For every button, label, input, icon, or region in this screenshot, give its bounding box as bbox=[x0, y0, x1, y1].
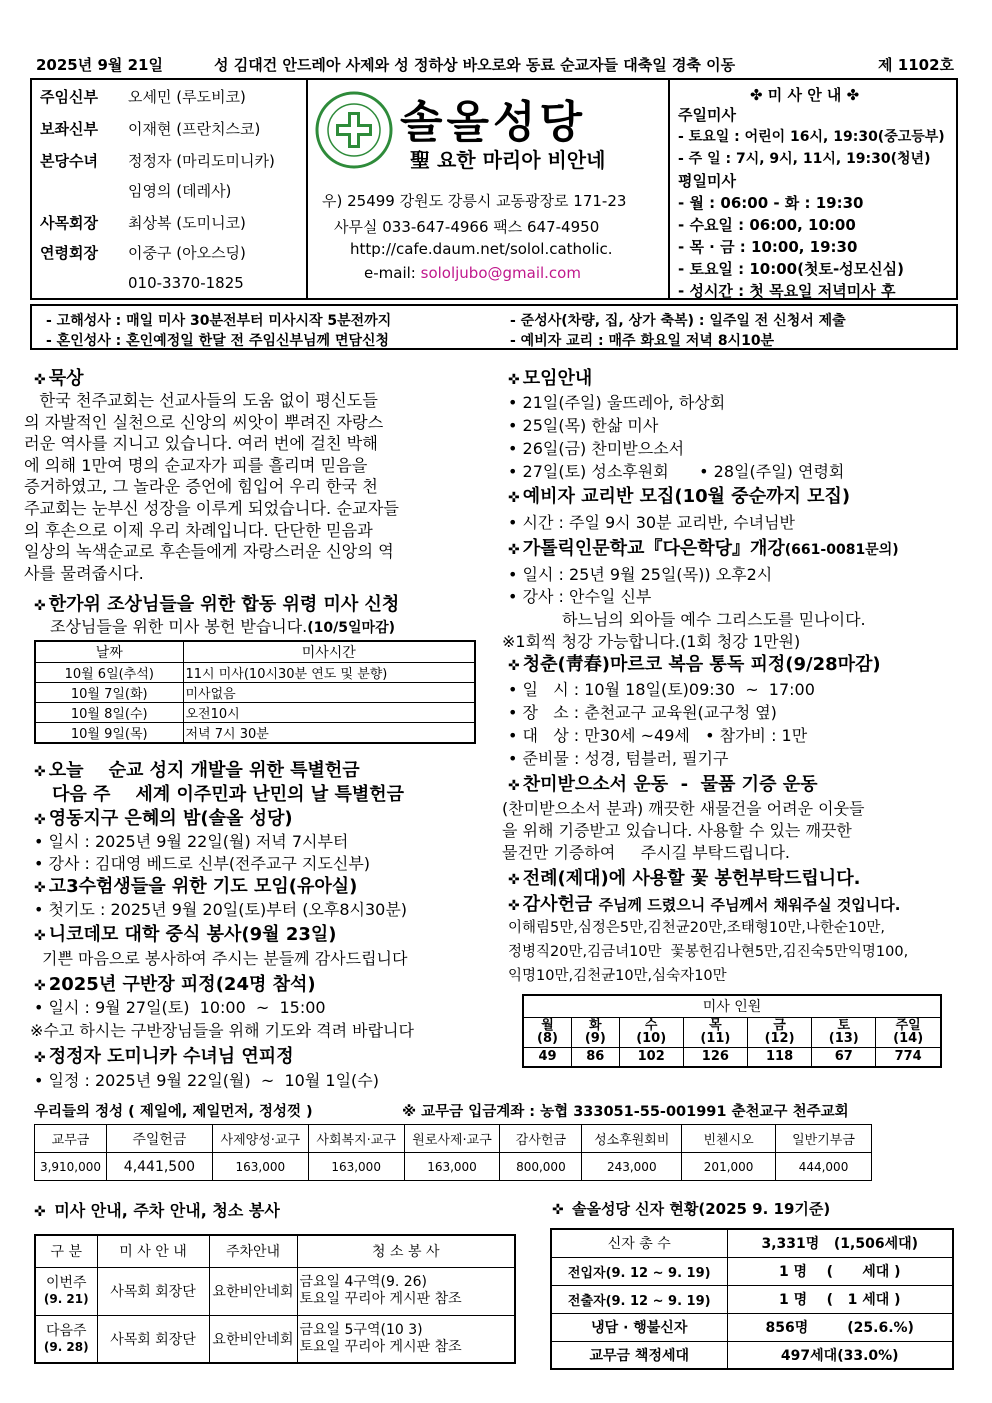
youth-retreat-target: • 대 상 : 만30세 ~49세 • 참가비 : 1만 bbox=[508, 726, 808, 745]
diamond-icon: ✜ bbox=[34, 880, 46, 896]
sunday-mass-title: 주일미사 bbox=[678, 106, 736, 124]
staff-row: 본당수녀 정정자 (마리도미니카) bbox=[40, 152, 275, 170]
diamond-icon: ✜ bbox=[552, 1202, 564, 1218]
youth-retreat-heading: ✜ 청춘(靑春)마르코 복음 통독 피정(9/28마감) bbox=[508, 654, 881, 675]
offering-account: ※ 교무금 입금계좌 : 농협 333051-55-001991 춘천교구 천주교회 bbox=[402, 1104, 849, 1120]
weekday-mass-line: - 성시간 : 첫 목요일 저녁미사 후 bbox=[678, 282, 896, 300]
staff-row: 보좌신부 이재현 (프란치스코) bbox=[40, 120, 261, 138]
diamond-icon: ✜ bbox=[34, 598, 46, 614]
church-website[interactable]: http://cafe.daum.net/solol.catholic. bbox=[350, 240, 613, 258]
table-row: 다음주 (9. 28) 사목회 회장단 요한비안네회 금요일 5구역(10 3) 토요일 꾸리아 게시판 참조 bbox=[35, 1315, 515, 1363]
meeting-item: • 21일(주일) 울뜨레아, 하상회 bbox=[508, 393, 726, 412]
humanities-topic: 하느님의 외아들 예수 그리스도를 믿나이다. bbox=[562, 610, 866, 629]
service-table: 구 분 미 사 안 내 주차안내 청 소 봉 사 이번주 (9. 21) 사목회 회장단 요한비안네회 금요일 4구역(9. 26) 토요일 꾸리아 게시판 참조 다음주 (9. 28) 사목회 회장단 요한비안네회 금요일 5구역(10 3) 토요일 꾸리아 게시판 참조 bbox=[34, 1234, 516, 1364]
sacrament-notice bbox=[30, 304, 958, 350]
staff-row: 주임신부 오세민 (루도비코) bbox=[40, 88, 246, 106]
issue-number: 제 1102호 bbox=[878, 56, 954, 74]
youth-retreat-prep: • 준비물 : 성경, 텀블러, 필기구 bbox=[508, 749, 729, 768]
special-offering-next: 다음 주 세계 이주민과 난민의 날 특별헌금 bbox=[52, 784, 404, 805]
flowers-heading: ✜ 전례(제대)에 사용할 꽃 봉헌부탁드립니다. bbox=[508, 868, 861, 889]
diamond-icon: ✜ bbox=[34, 978, 46, 994]
diamond-icon: ✜ bbox=[34, 812, 46, 828]
diamond-icon: ✜ bbox=[508, 658, 520, 674]
diamond-icon: ✜ bbox=[34, 764, 46, 780]
mass-schedule bbox=[670, 80, 956, 298]
humanities-note: ※1회씩 청강 가능합니다.(1회 청강 1만원) bbox=[502, 632, 801, 651]
diamond-icon: ✜ bbox=[508, 542, 520, 558]
sister-retreat-heading: ✜ 정정자 도미니카 수녀님 연피정 bbox=[34, 1046, 294, 1067]
humanities-date: • 일시 : 25년 9월 25일(목)) 오후2시 bbox=[508, 565, 773, 584]
leaders-retreat-date: • 일시 : 9월 27일(토) 10:00 ~ 15:00 bbox=[34, 998, 326, 1017]
weekday-mass-line: - 수요일 : 06:00, 10:00 bbox=[678, 216, 856, 234]
offering-table: 교무금 주일헌금 사제양성·교구 사회복지·교구 원로사제·교구 감사헌금 성소후원회비 빈첸시오 일반기부금 3,910,000 4,441,500 163,000 163,000 163,000 800,000 243,000 201,000 444,000 bbox=[34, 1124, 872, 1181]
grace-night-date: • 일시 : 2025년 9월 22일(월) 저녁 7시부터 bbox=[34, 832, 349, 851]
laudato-line: 을 위해 기증받고 있습니다. 사용할 수 있는 깨끗한 bbox=[502, 821, 852, 840]
memorial-desc: 조상님들을 위한 미사 봉헌 받습니다.(10/5일마감) bbox=[50, 617, 395, 636]
staff-row: 사목회장 최상복 (도미니코) bbox=[40, 214, 246, 232]
diamond-icon: ✜ bbox=[508, 872, 520, 888]
email-link[interactable]: sololjubo@gmail.com bbox=[420, 264, 581, 282]
meditation-heading: ✜ 묵상 bbox=[34, 368, 84, 389]
weekday-mass-line: - 토요일 : 10:00(첫토-성모신심) bbox=[678, 260, 904, 278]
grace-night-speaker: • 강사 : 김대영 베드로 신부(전주교구 지도신부) bbox=[34, 854, 371, 873]
exam-prayer-heading: ✜ 고3수험생들을 위한 기도 모임(유아실) bbox=[34, 876, 358, 897]
sunday-mass-line: - 토요일 : 어린이 16시, 19:30(중고등부) bbox=[678, 129, 945, 145]
special-offering-today: ✜ 오늘 순교 성지 개발을 위한 특별헌금 bbox=[34, 760, 360, 781]
church-seal-icon bbox=[314, 90, 394, 170]
nicodemus-desc: 기쁜 마음으로 봉사하여 주시는 분들께 감사드립니다 bbox=[42, 949, 408, 968]
meeting-item: • 26일(금) 찬미받으소서 bbox=[508, 439, 685, 458]
attendance-table: 미사 인원 월 (8) 화 (9) 수 (10) 목 (11) 금 (12) 토 (13) 주일 (14) 49 86 102 126 118 67 774 bbox=[522, 994, 942, 1068]
masthead-line bbox=[36, 54, 954, 78]
leaders-retreat-note: ※수고 하시는 구반장님들을 위해 기도와 격려 바랍니다 bbox=[30, 1021, 414, 1040]
diamond-icon: ✜ bbox=[508, 778, 520, 794]
parish-status-heading: ✜ 솔올성당 신자 현황(2025 9. 19기준) bbox=[552, 1200, 831, 1218]
youth-retreat-place: • 장 소 : 춘천교구 교육원(교구청 옆) bbox=[508, 703, 777, 722]
meditation-body: 한국 천주교회는 선교사들의 도움 없이 평신도들 의 자발적인 실천으로 신앙의 씨앗이 뿌려진 자랑스 러운 역사를 지니고 있습니다. 여러 번에 걸친 박해 에 의해 1만여 명의 순교자가 피를 흘리며 믿음을 증거하였고, 그 놀라운 증언에 힘입어 우리 한국 천 주교회는 눈부신 성장을 이루게 되었습니다. 순교자들 의 후손으로 이제 우리 차례입니다. 단단한 믿음과 일상의 녹색순교로 후손들에게 자랑스러운 신앙의 역 사를 물려줍시다. bbox=[24, 391, 399, 583]
weekday-mass-line: - 목 · 금 : 10:00, 19:30 bbox=[678, 238, 858, 256]
issue-date: 2025년 9월 21일 bbox=[36, 56, 163, 74]
diamond-icon: ✜ bbox=[34, 928, 46, 944]
nicodemus-heading: ✜ 니코데모 대학 중식 봉사(9월 23일) bbox=[34, 924, 337, 945]
memorial-schedule-table: 날짜 미사시간 10월 6일(추석) 11시 미사(10시30분 연도 및 분향) 10월 7일(화) 미사없음 10월 8일(수) 오전10시 10월 9일(목) 저녁 7시 30분 bbox=[34, 640, 476, 744]
thanks-line: 이해림5만,심정은5만,김천균20만,조태형10만,나한순10만, bbox=[508, 920, 885, 936]
memorial-mass-heading: ✜ 한가위 조상님들을 위한 합동 위령 미사 신청 bbox=[34, 594, 400, 615]
thanks-line: 익명10만,김천균10만,심숙자10만 bbox=[508, 968, 727, 984]
service-heading: ✜ 미사 안내, 주차 안내, 청소 봉사 bbox=[34, 1201, 280, 1220]
staff-row: 연령회장 이중구 (아오스딩) bbox=[40, 244, 246, 262]
church-phone: 사무실 033-647-4966 팩스 647-4950 bbox=[334, 218, 600, 236]
leaders-retreat-heading: ✜ 2025년 구반장 피정(24명 참석) bbox=[34, 974, 316, 995]
offering-title: 우리들의 정성 ( 제일에, 제일먼저, 정성껏 ) bbox=[34, 1104, 313, 1120]
diamond-icon: ✜ bbox=[34, 1050, 46, 1066]
church-info bbox=[308, 80, 670, 298]
humanities-heading: ✜ 가톨릭인문학교『다은학당』개강(661-0081문의) bbox=[508, 538, 899, 559]
diamond-icon: ✜ bbox=[508, 490, 520, 506]
thanks-line: 정병직20만,김금녀10만 꽃봉헌김나현5만,김진숙5만익명100, bbox=[508, 944, 909, 960]
staff-row: 임영의 (데레사) bbox=[128, 182, 232, 200]
diamond-icon: ✜ bbox=[34, 372, 46, 388]
youth-retreat-date: • 일 시 : 10월 18일(토)09:30 ~ 17:00 bbox=[508, 680, 815, 699]
diamond-icon: ✜ bbox=[508, 372, 520, 388]
laudato-line: 물건만 기증하여 주시길 부탁드립니다. bbox=[502, 843, 790, 862]
thanks-heading: ✜ 감사헌금 주님께 드렸으니 주님께서 채워주실 것입니다. bbox=[508, 894, 901, 915]
church-address: 우) 25499 강원도 강릉시 교동광장로 171-23 bbox=[322, 192, 627, 210]
laudato-heading: ✜ 찬미받으소서 운동 - 물품 기증 운동 bbox=[508, 774, 818, 795]
church-email: e-mail: sololjubo@gmail.com bbox=[364, 264, 581, 282]
marriage-notice: - 혼인성사 : 혼인예정일 한달 전 주임신부님께 면담신청 bbox=[46, 333, 390, 349]
exam-prayer-first: • 첫기도 : 2025년 9월 20일(토)부터 (오후8시30분) bbox=[34, 900, 408, 919]
weekday-mass-title: 평일미사 bbox=[678, 172, 736, 190]
confession-notice: - 고해성사 : 매일 미사 30분전부터 미사시작 5분전까지 bbox=[46, 313, 392, 329]
parish-status-table: 신자 총 수 3,331명 (1,506세대) 전입자(9. 12 ~ 9. 19) 1 명 ( 세대 ) 전출자(9. 12 ~ 9. 19) 1 명 ( 1 세대 ) 냉담 · 행불신자 856명 (25.6.%) 교무금 책정세대 497세대(33.0%) bbox=[550, 1228, 954, 1370]
feast-title: 성 김대건 안드레아 사제와 성 정하상 바오로와 동료 순교자들 대축일 경축 이동 bbox=[214, 56, 736, 74]
meetings-heading: ✜ 모임안내 bbox=[508, 368, 593, 389]
diamond-icon: ✜ bbox=[508, 898, 520, 914]
laudato-line: (찬미받으소서 분과) 깨끗한 새물건을 어려운 이웃들 bbox=[502, 799, 865, 818]
sister-retreat-date: • 일정 : 2025년 9월 22일(월) ~ 10월 1일(수) bbox=[34, 1071, 379, 1090]
church-patron: 聖 요한 마리아 비안네 bbox=[410, 148, 606, 172]
bulletin-header bbox=[30, 78, 958, 300]
meeting-item: • 27일(토) 성소후원회 • 28일(주일) 연령회 bbox=[508, 462, 845, 481]
staff-directory bbox=[32, 80, 308, 298]
grace-night-heading: ✜ 영동지구 은혜의 밤(솔올 성당) bbox=[34, 808, 293, 829]
weekday-mass-line: - 월 : 06:00 - 화 : 19:30 bbox=[678, 194, 864, 212]
mass-schedule-title: ✤ 미 사 안 내 ✤ bbox=[750, 86, 860, 104]
humanities-speaker: • 강사 : 안수일 신부 bbox=[508, 587, 652, 606]
sunday-mass-line: - 주 일 : 7시, 9시, 11시, 19:30(청년) bbox=[678, 151, 931, 167]
catechism-heading: ✜ 예비자 교리반 모집(10월 중순까지 모집) bbox=[508, 486, 851, 507]
table-row: 이번주 (9. 21) 사목회 회장단 요한비안네회 금요일 4구역(9. 26) 토요일 꾸리아 게시판 참조 bbox=[35, 1267, 515, 1315]
catechism-time: • 시간 : 주일 9시 30분 교리반, 수녀님반 bbox=[508, 513, 795, 532]
catechumen-notice: - 예비자 교리 : 매주 화요일 저녁 8시10분 bbox=[510, 333, 775, 349]
church-name: 솔올성당 bbox=[400, 97, 587, 148]
meeting-item: • 25일(목) 한삶 미사 bbox=[508, 416, 659, 435]
blessing-notice: - 준성사(차량, 집, 상가 축복) : 일주일 전 신청서 제출 bbox=[510, 313, 846, 329]
diamond-icon: ✜ bbox=[34, 1204, 46, 1220]
staff-row: 010-3370-1825 bbox=[128, 274, 244, 292]
